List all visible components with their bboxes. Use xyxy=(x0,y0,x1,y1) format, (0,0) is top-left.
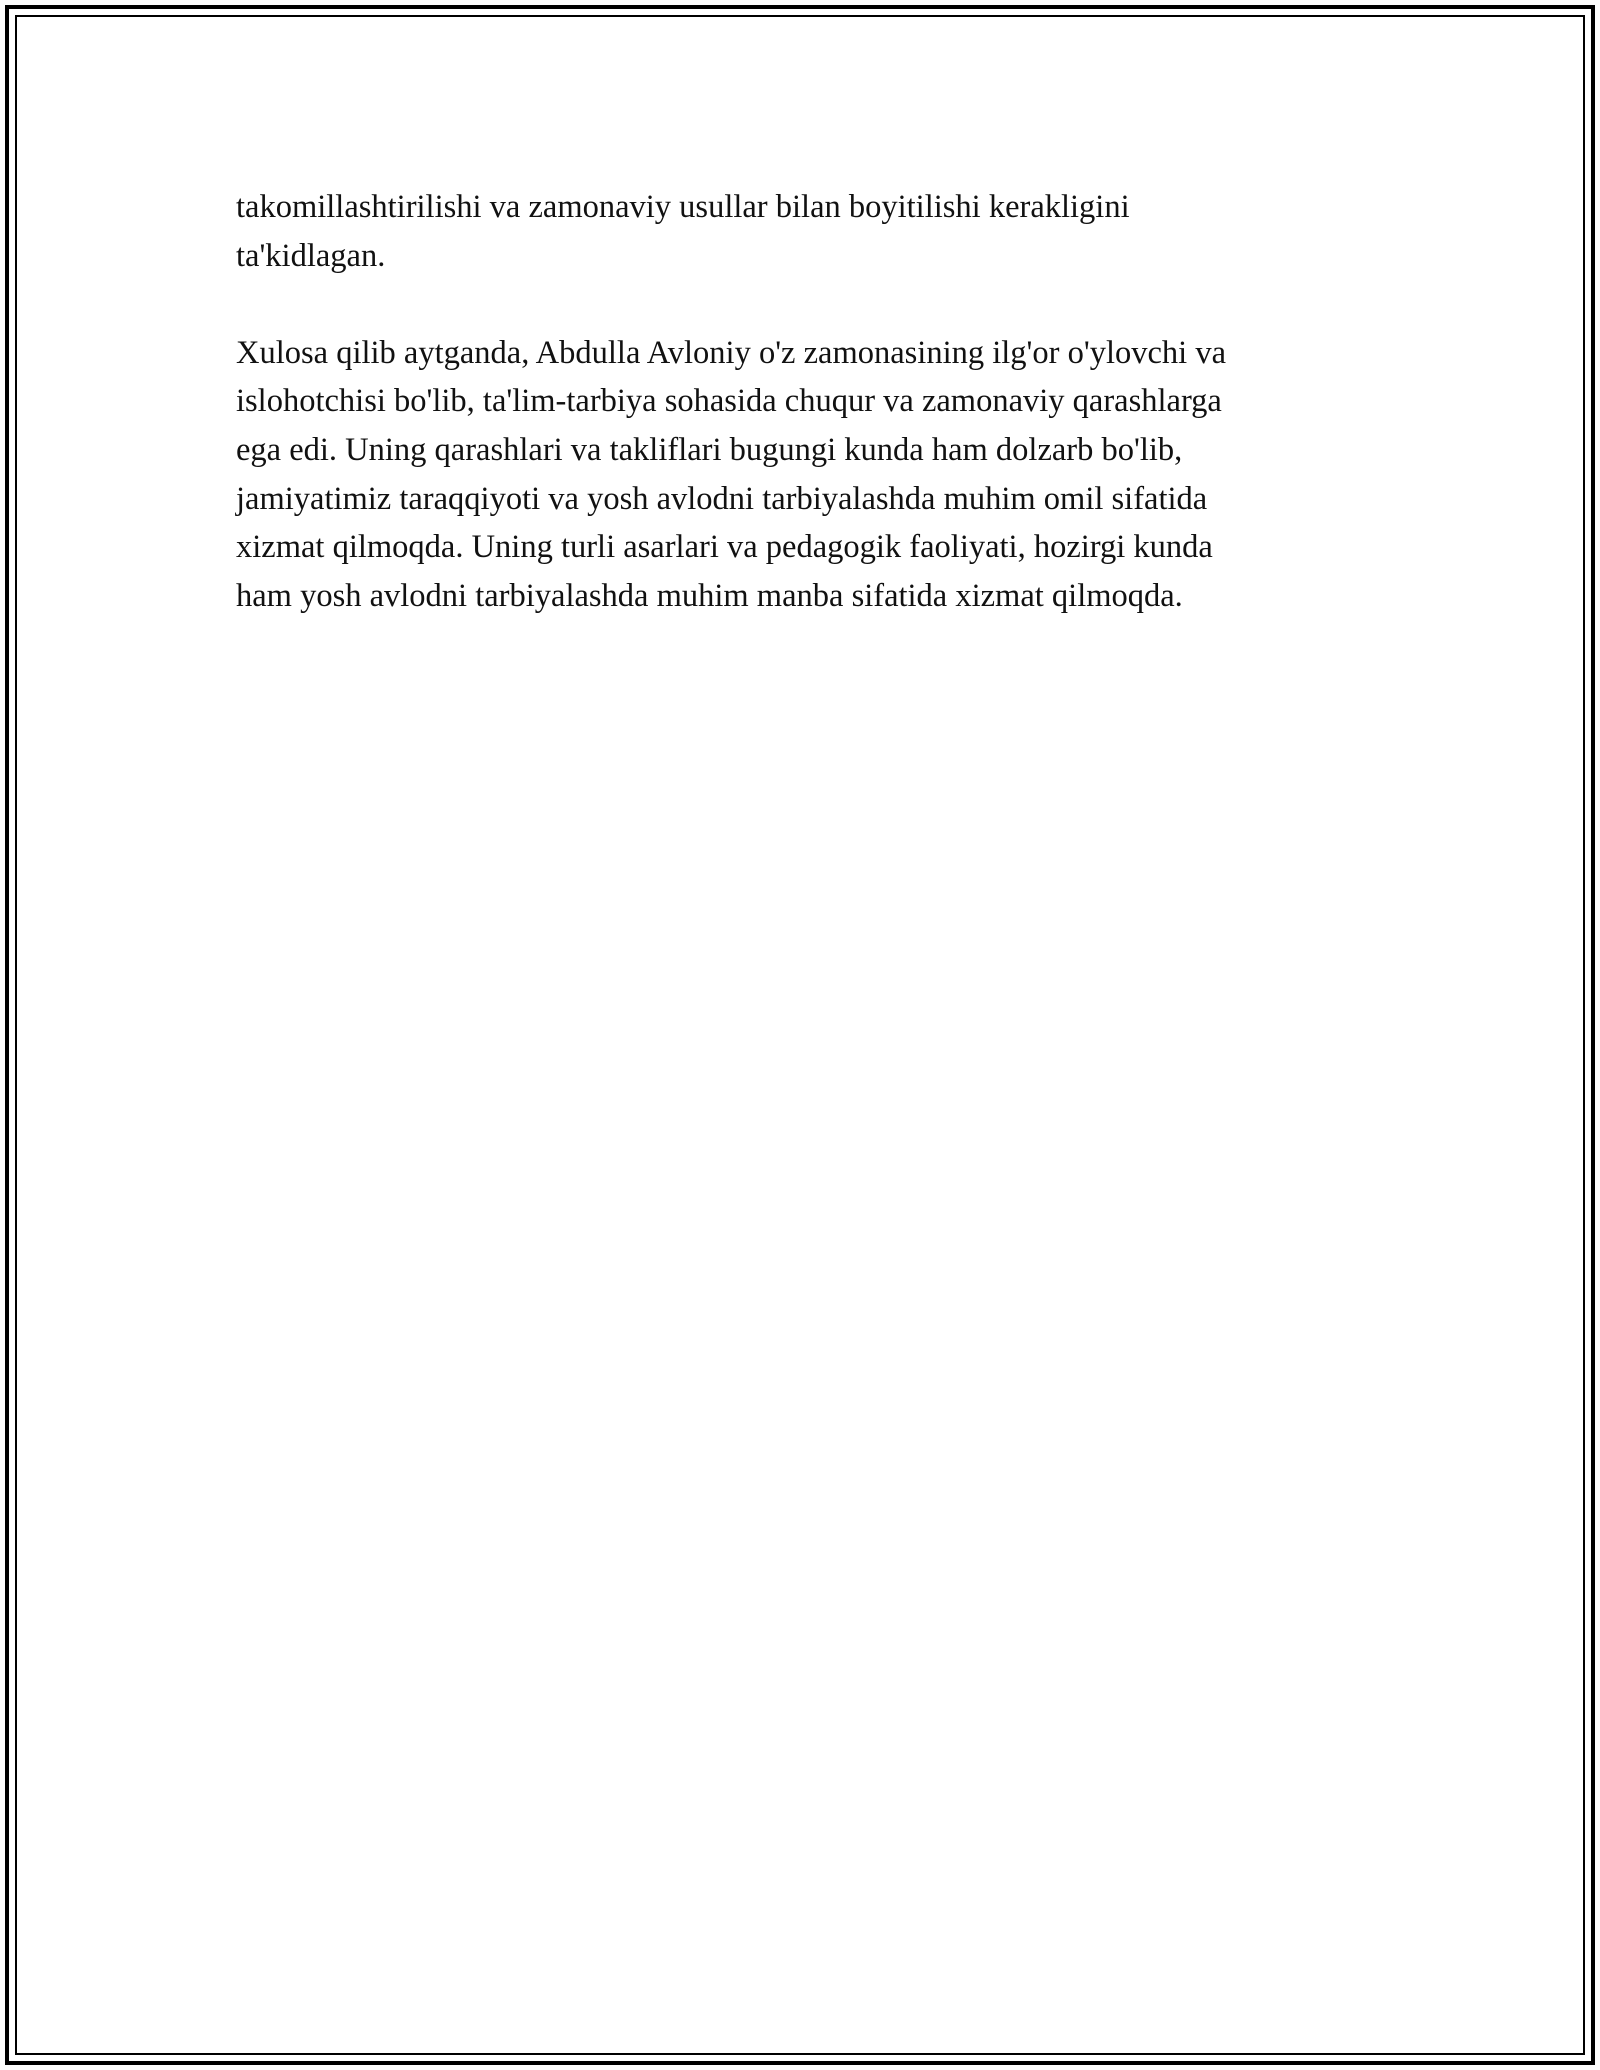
text-line: ta'kidlagan. xyxy=(236,237,386,274)
paragraph-continuation xyxy=(236,183,1366,280)
text-line: ega edi. Uning qarashlari va takliflari bugungi kunda ham dolzarb bo'lib, xyxy=(236,431,1183,468)
text-line: islohotchisi bo'lib, ta'lim-tarbiya sohasida chuqur va zamonaviy qarashlarga xyxy=(236,383,1222,420)
text-line: ham yosh avlodni tarbiyalashda muhim manba sifatida xizmat qilmoqda. xyxy=(236,577,1183,614)
paragraph-conclusion xyxy=(236,329,1366,621)
text-line: Xulosa qilib aytganda, Abdulla Avloniy o'z zamonasining ilg'or o'ylovchi va xyxy=(236,334,1226,371)
text-line: jamiyatimiz taraqqiyoti va yosh avlodni tarbiyalashda muhim omil sifatida xyxy=(236,480,1208,517)
paragraph-spacer xyxy=(236,280,1366,329)
text-line: xizmat qilmoqda. Uning turli asarlari va pedagogik faoliyati, hozirgi kunda xyxy=(236,529,1213,566)
text-line: takomillashtirilishi va zamonaviy usullar bilan boyitilishi kerakligini xyxy=(236,189,1130,225)
document-body xyxy=(236,183,1366,620)
